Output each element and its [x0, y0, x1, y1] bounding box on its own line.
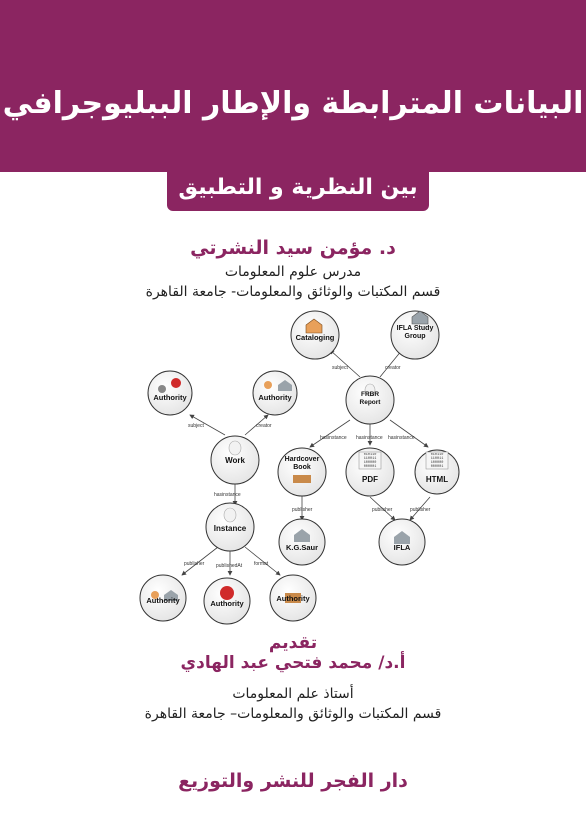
node-label-hardcover: Hardcover Book [284, 456, 320, 471]
node-instance [206, 503, 254, 551]
node-authority-top-left [148, 371, 192, 415]
lightbulb-icon [229, 441, 241, 455]
svg-text:Authority: Authority [210, 599, 244, 608]
author-department: قسم المكتبات والوثائق والمعلومات- جامعة القاهرة [145, 284, 441, 300]
svg-text:Authority: Authority [153, 393, 187, 402]
book-title: البيانات المترابطة والإطار الببليوجرافي [2, 86, 584, 121]
edge-label-publisher-inst: publisher [184, 561, 205, 567]
svg-text:Authority: Authority [276, 594, 310, 603]
person-icon [264, 381, 272, 389]
svg-text:K.G.Saur: K.G.Saur [285, 543, 319, 552]
node-hardcover-book [278, 448, 326, 496]
edge-label-creator-left: creator [256, 423, 272, 429]
book-subtitle: بين النظرية و التطبيق [178, 175, 418, 200]
node-label-ifla-study: IFLA Study Group [396, 325, 434, 340]
node-pdf [346, 448, 394, 496]
node-authority-bottom-1 [140, 575, 186, 621]
foreword-author-name: أ.د/ محمد فتحي عبد الهادي [180, 653, 406, 673]
map-pin-icon [220, 586, 234, 600]
foreword-label: تقديم [268, 633, 318, 653]
map-pin-icon [171, 378, 181, 388]
edge-label-hasinstance-work: hasinstance [214, 492, 241, 498]
edge-subject-top [330, 350, 360, 377]
edge-label-format: format [254, 561, 269, 567]
svg-text:Work: Work [225, 456, 245, 465]
person-icon [158, 385, 166, 393]
foreword-author-position: أستاذ علم المعلومات [232, 686, 354, 702]
book-icon [293, 475, 311, 483]
linked-data-diagram [130, 305, 460, 630]
pdf-binary-code: 010110 110011 100000 000001 [363, 453, 377, 469]
svg-text:Authority: Authority [146, 596, 180, 605]
node-authority-bottom-2 [204, 578, 250, 624]
svg-text:HTML: HTML [425, 475, 449, 484]
svg-text:Cataloging: Cataloging [295, 333, 335, 342]
svg-text:Authority: Authority [258, 393, 292, 402]
node-work [211, 436, 259, 484]
svg-text:IFLA: IFLA [393, 543, 411, 552]
edge-hasinstance-1 [310, 420, 350, 447]
node-kgsaur [279, 519, 325, 565]
edge-label-subject-left: subject [188, 423, 204, 429]
edge-label-hasinstance-1: hasinstance [320, 435, 347, 441]
edge-label-hasinstance-2: hasinstance [356, 435, 383, 441]
edge-creator-top [380, 350, 402, 377]
publisher-name: دار الفجر للنشر والتوزيع [178, 770, 408, 792]
lightbulb-icon [224, 508, 236, 522]
node-html [415, 450, 459, 494]
node-ifla [379, 519, 425, 565]
edge-label-publisher-html: publisher [410, 507, 431, 513]
node-authority-top-right [253, 371, 297, 415]
node-label-frbr: FRBR Report [359, 391, 381, 406]
node-authority-bottom-3 [270, 575, 316, 621]
edge-label-publisher-hc: publisher [292, 507, 313, 513]
edge-hasinstance-3 [390, 420, 428, 447]
edge-label-publishedat: publishedAt [216, 563, 243, 569]
edge-label-hasinstance-3: hasinstance [388, 435, 415, 441]
author-name: د. مؤمن سيد النشرتي [190, 237, 396, 259]
author-position: مدرس علوم المعلومات [224, 264, 362, 280]
edge-label-creator-top: creator [385, 365, 401, 371]
node-frbr-report [346, 376, 394, 424]
node-cataloging [291, 311, 339, 359]
html-binary-code: 010110 110011 100000 000001 [430, 453, 444, 469]
svg-text:Instance: Instance [213, 524, 247, 533]
foreword-author-department: قسم المكتبات والوثائق والمعلومات– جامعة القاهرة [144, 706, 442, 722]
edge-label-publisher-pdf: publisher [372, 507, 393, 513]
node-ifla-study-group [391, 311, 439, 359]
svg-text:PDF: PDF [362, 475, 378, 484]
edge-label-subject-top: subject [332, 365, 348, 371]
